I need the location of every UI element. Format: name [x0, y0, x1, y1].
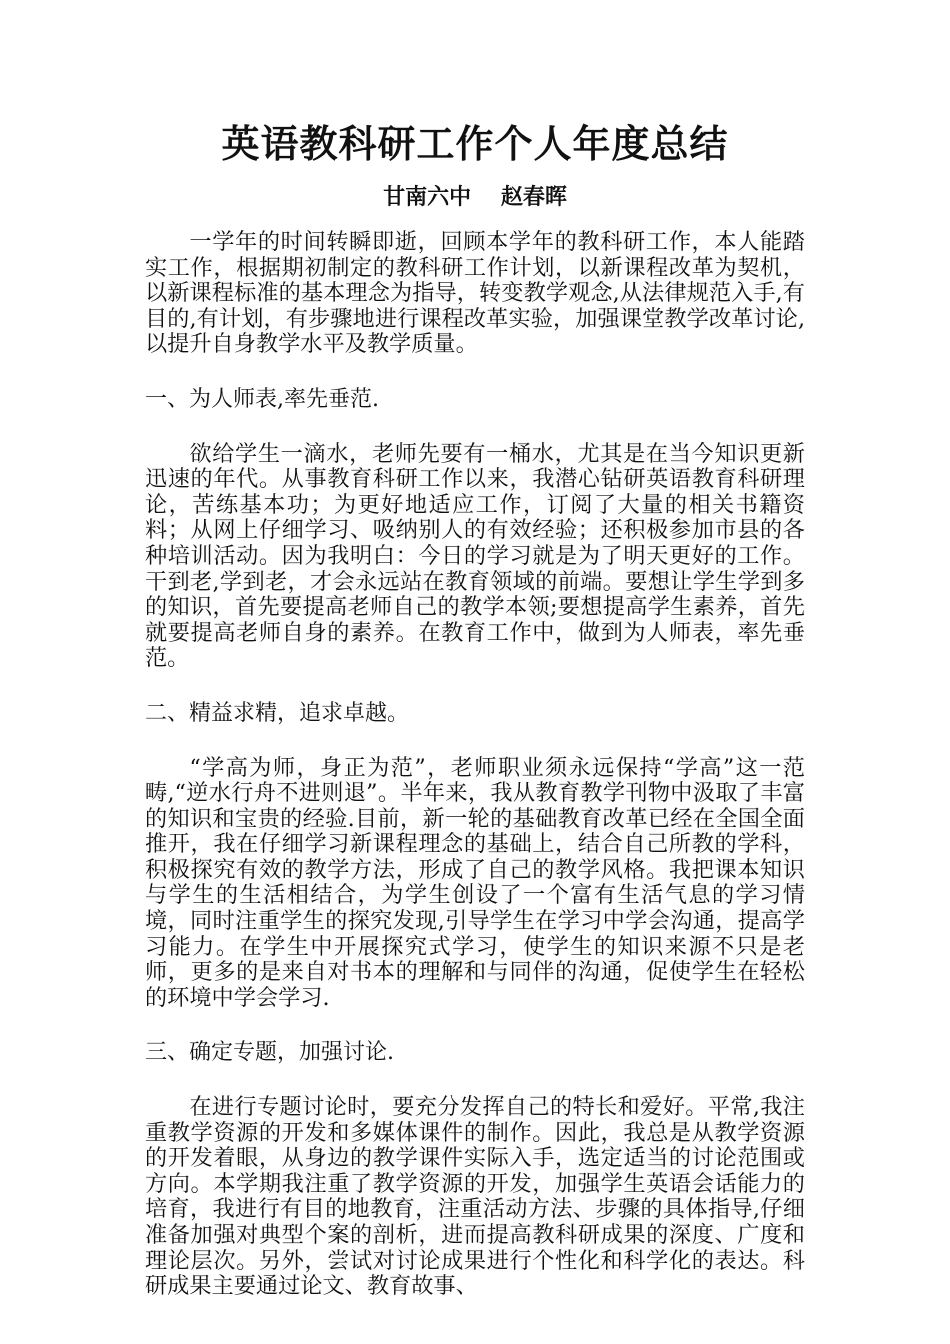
section-heading-2: 二、精益求精，追求卓越。: [145, 700, 410, 726]
document-title: 英语教科研工作个人年度总结: [221, 121, 729, 166]
section-heading-1: 一、为人师表,率先垂范.: [145, 386, 379, 412]
section-paragraph-3: 在进行专题讨论时，要充分发挥自己的特长和爱好。平常,我注重教学资源的开发和多媒体课件的制作。因此，我总是从教学资源的开发着眼，从身边的教学课件实际入手，选定适当的讨论范围或方向。本学期我注重了教学资源的开发，加强学生英语会话能力的培育，我进行有目的地教育，注重活动方法、步骤的具体指导,仔细准备加强对典型个案的剖析，进而提高教科研成果的深度、广度和理论层次。另外，尝试对讨论成果进行个性化和科学化的表达。科研成果主要通过论文、教育故事、: [145, 1094, 805, 1300]
section-heading-3: 三、确定专题，加强讨论.: [145, 1040, 394, 1066]
document-body: [145, 230, 805, 1329]
document-author: 甘南六中 赵春晖: [383, 184, 567, 210]
intro-paragraph: 一学年的时间转瞬即逝，回顾本学年的教科研工作，本人能踏实工作，根据期初制定的教科研工作计划，以新课程改革为契机，以新课程标准的基本理念为指导，转变教学观念,从法律规范入手,有目的,有计划，有步骤地进行课程改革实验，加强课堂教学改革讨论,以提升自身教学水平及教学质量。: [145, 229, 805, 358]
section-paragraph-2: “学高为师，身正为范”，老师职业须永远保持“学高”这一范畴,“逆水行舟不进则退”。半年来，我从教育教学刊物中汲取了丰富的知识和宝贵的经验.目前，新一轮的基础教育改革已经在全国全面推开，我在仔细学习新课程理念的基础上，结合自己所教的学科，积极探究有效的教学方法，形成了自己的教学风格。我把课本知识与学生的生活相结合，为学生创设了一个富有生活气息的学习情境，同时注重学生的探究发现,引导学生在学习中学会沟通，提高学习能力。在学生中开展探究式学习，使学生的知识来源不只是老师，更多的是来自对书本的理解和与同伴的沟通，促使学生在轻松的环境中学会学习.: [145, 754, 805, 1011]
section-paragraph-1: 欲给学生一滴水，老师先要有一桶水，尤其是在当今知识更新迅速的年代。从事教育科研工作以来，我潜心钻研英语教育科研理论，苦练基本功；为更好地适应工作，订阅了大量的相关书籍资料；从网上仔细学习、吸纳别人的有效经验；还积极参加市县的各种培训活动。因为我明白：今日的学习就是为了明天更好的工作。干到老,学到老，才会永远站在教育领域的前端。要想让学生学到多的知识，首先要提高老师自己的教学本领;要想提高学生素养，首先就要提高老师自身的素养。在教育工作中，做到为人师表，率先垂范。: [145, 440, 805, 672]
